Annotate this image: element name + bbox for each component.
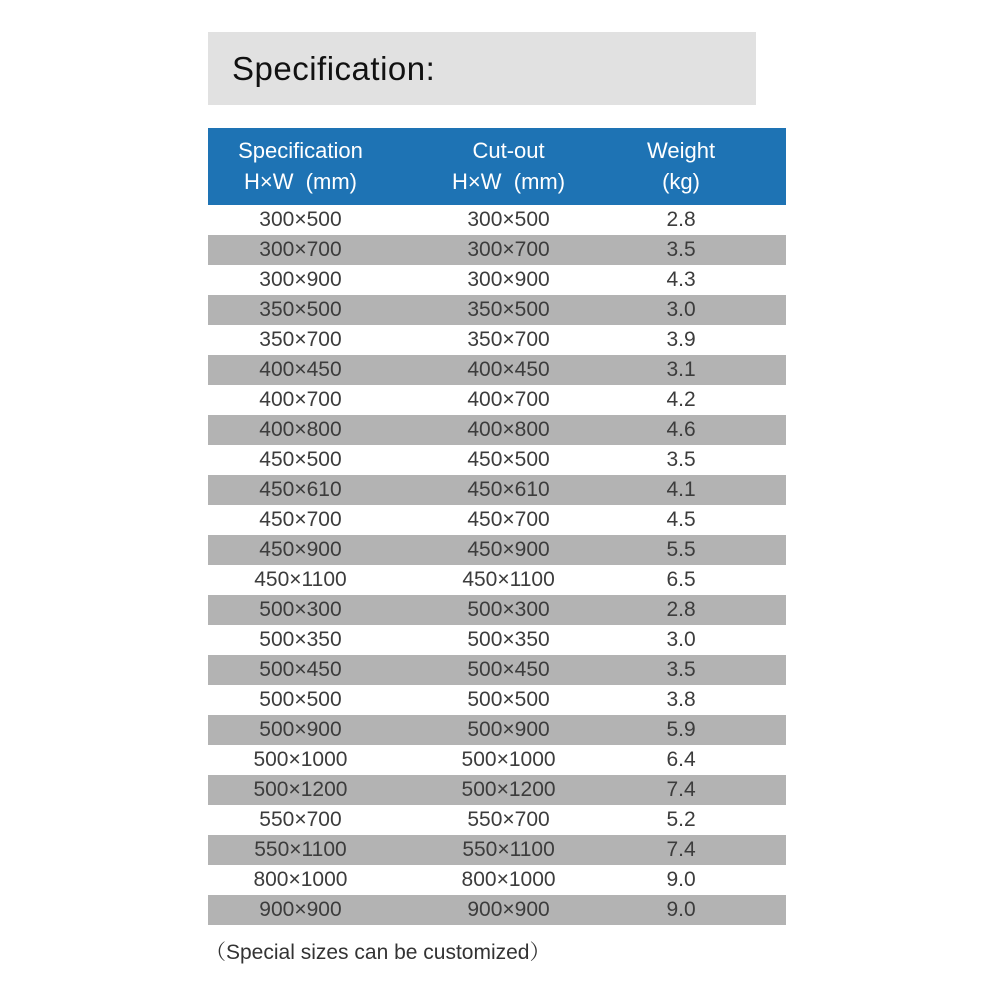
cell-cutout: 300×700 — [467, 238, 550, 261]
cell-spec: 550×1100 — [254, 838, 347, 861]
cell-spec: 500×1000 — [253, 748, 348, 771]
table-row — [208, 595, 786, 625]
cell-spec: 450×610 — [259, 478, 342, 501]
table-row — [208, 775, 786, 805]
column-header-line2: H×W (mm) — [452, 168, 566, 194]
cell-spec: 350×500 — [259, 298, 342, 321]
cell-cutout: 350×700 — [467, 328, 550, 351]
table-row — [208, 505, 786, 535]
table-row — [208, 745, 786, 775]
footnote: （Special sizes can be customized） — [205, 941, 551, 964]
cell-spec: 450×900 — [259, 538, 342, 561]
cell-weight: 4.3 — [666, 268, 696, 291]
cell-cutout: 500×300 — [467, 598, 550, 621]
cell-weight: 6.5 — [666, 568, 696, 591]
table-row — [208, 445, 786, 475]
cell-spec: 500×350 — [259, 628, 342, 651]
cell-cutout: 500×450 — [467, 658, 550, 681]
cell-cutout: 300×500 — [467, 208, 550, 231]
cell-weight: 3.5 — [666, 238, 696, 261]
cell-spec: 500×300 — [259, 598, 342, 621]
table-row — [208, 355, 786, 385]
column-header-weight — [624, 136, 786, 198]
column-header-specification — [208, 136, 393, 198]
cell-spec: 500×450 — [259, 658, 342, 681]
cell-cutout: 450×500 — [467, 448, 550, 471]
cell-weight: 2.8 — [666, 598, 696, 621]
cell-cutout: 400×450 — [467, 358, 550, 381]
table-row — [208, 295, 786, 325]
cell-weight: 3.5 — [666, 448, 696, 471]
cell-cutout: 500×900 — [467, 718, 550, 741]
cell-cutout: 450×700 — [467, 508, 550, 531]
cell-spec: 400×450 — [259, 358, 342, 381]
cell-cutout: 450×610 — [467, 478, 550, 501]
table-row — [208, 685, 786, 715]
cell-cutout: 450×900 — [467, 538, 550, 561]
cell-weight: 4.2 — [666, 388, 696, 411]
cell-weight: 5.2 — [666, 808, 696, 831]
cell-spec: 900×900 — [259, 898, 342, 921]
column-header-line1: Specification — [238, 137, 363, 163]
cell-spec: 800×1000 — [253, 868, 348, 891]
table-row — [208, 835, 786, 865]
cell-spec: 450×1100 — [254, 568, 347, 591]
cell-cutout: 900×900 — [467, 898, 550, 921]
cell-cutout: 500×350 — [467, 628, 550, 651]
cell-weight: 4.5 — [666, 508, 696, 531]
table-row — [208, 475, 786, 505]
cell-spec: 450×700 — [259, 508, 342, 531]
cell-spec: 300×900 — [259, 268, 342, 291]
cell-cutout: 550×700 — [467, 808, 550, 831]
cell-spec: 550×700 — [259, 808, 342, 831]
cell-weight: 5.9 — [666, 718, 696, 741]
cell-spec: 350×700 — [259, 328, 342, 351]
table-row — [208, 655, 786, 685]
cell-weight: 3.0 — [666, 628, 696, 651]
table-row — [208, 415, 786, 445]
table-row — [208, 535, 786, 565]
cell-cutout: 300×900 — [467, 268, 550, 291]
cell-weight: 3.5 — [666, 658, 696, 681]
cell-weight: 3.1 — [666, 358, 696, 381]
table-row — [208, 385, 786, 415]
cell-spec: 400×700 — [259, 388, 342, 411]
table-header-row — [208, 128, 786, 205]
cell-spec: 300×500 — [259, 208, 342, 231]
column-header-line1: Cut-out — [472, 137, 545, 163]
cell-spec: 450×500 — [259, 448, 342, 471]
cell-spec: 500×500 — [259, 688, 342, 711]
column-header-line1: Weight — [647, 137, 716, 163]
table-row — [208, 625, 786, 655]
cell-spec: 300×700 — [259, 238, 342, 261]
cell-weight: 4.1 — [666, 478, 696, 501]
table-row — [208, 265, 786, 295]
table-row — [208, 325, 786, 355]
table-row — [208, 205, 786, 235]
cell-cutout: 500×1200 — [461, 778, 556, 801]
cell-spec: 500×1200 — [253, 778, 348, 801]
cell-weight: 9.0 — [666, 868, 696, 891]
cell-cutout: 450×1100 — [462, 568, 555, 591]
column-header-line2: (kg) — [662, 168, 700, 194]
cell-weight: 3.8 — [666, 688, 696, 711]
specification-table — [208, 128, 786, 925]
cell-cutout: 400×700 — [467, 388, 550, 411]
cell-weight: 2.8 — [666, 208, 696, 231]
cell-weight: 7.4 — [666, 838, 696, 861]
column-header-cutout — [393, 136, 624, 198]
cell-weight: 7.4 — [666, 778, 696, 801]
table-body — [208, 205, 786, 925]
section-title: Specification: — [232, 49, 436, 87]
cell-weight: 6.4 — [666, 748, 696, 771]
cell-cutout: 800×1000 — [461, 868, 556, 891]
cell-cutout: 350×500 — [467, 298, 550, 321]
table-row — [208, 715, 786, 745]
cell-spec: 500×900 — [259, 718, 342, 741]
cell-weight: 3.9 — [666, 328, 696, 351]
table-row — [208, 565, 786, 595]
cell-cutout: 500×1000 — [461, 748, 556, 771]
cell-spec: 400×800 — [259, 418, 342, 441]
cell-weight: 4.6 — [666, 418, 696, 441]
table-row — [208, 805, 786, 835]
cell-cutout: 550×1100 — [462, 838, 555, 861]
cell-weight: 9.0 — [666, 898, 696, 921]
table-row — [208, 235, 786, 265]
cell-weight: 3.0 — [666, 298, 696, 321]
cell-cutout: 500×500 — [467, 688, 550, 711]
cell-cutout: 400×800 — [467, 418, 550, 441]
table-row — [208, 865, 786, 895]
section-title-bar — [208, 32, 756, 105]
table-row — [208, 895, 786, 925]
cell-weight: 5.5 — [666, 538, 696, 561]
column-header-line2: H×W (mm) — [243, 168, 357, 194]
